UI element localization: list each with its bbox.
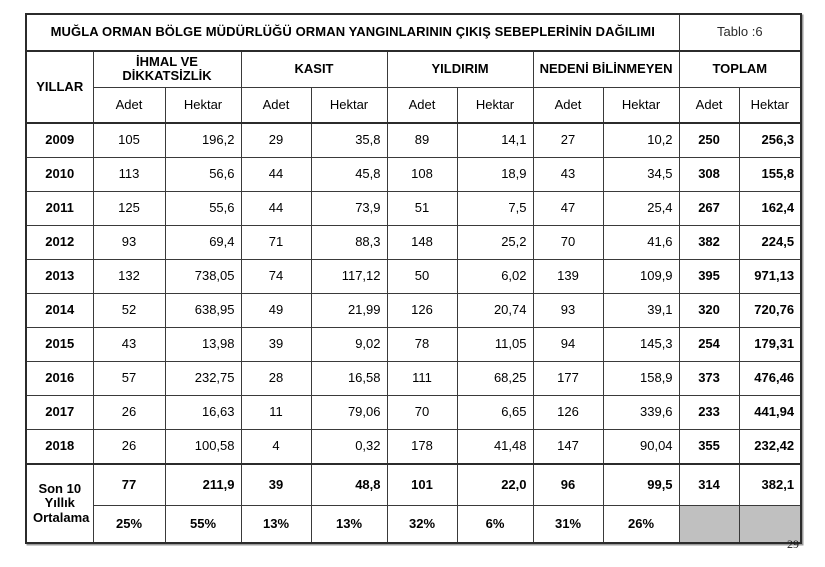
cell-kasit-adet: 11 [241, 396, 311, 430]
group-header-ihmal-ve-dikkatsizlik: İHMAL VE DİKKATSİZLİK [93, 51, 241, 87]
cell-ihmal-adet: 105 [93, 123, 165, 158]
pct-ihmal-adet: 25% [93, 506, 165, 544]
cell-ihmal-adet: 93 [93, 226, 165, 260]
row-year: 2010 [26, 158, 93, 192]
row-year: 2017 [26, 396, 93, 430]
cell-yildirim-adet: 70 [387, 396, 457, 430]
cell-ihmal-adet: 125 [93, 192, 165, 226]
cell-ihmal-hektar: 196,2 [165, 123, 241, 158]
avg-bilinmeyen-adet: 96 [533, 464, 603, 506]
row-year: 2014 [26, 294, 93, 328]
pct-ihmal-hektar: 55% [165, 506, 241, 544]
sub-header-toplam-hektar: Hektar [739, 87, 801, 123]
cell-kasit-adet: 44 [241, 158, 311, 192]
avg-toplam-hektar: 382,1 [739, 464, 801, 506]
cell-yildirim-hektar: 6,65 [457, 396, 533, 430]
cell-bilinmeyen-hektar: 90,04 [603, 430, 679, 465]
cell-bilinmeyen-adet: 139 [533, 260, 603, 294]
sub-header-yildirim-hektar: Hektar [457, 87, 533, 123]
table-row [26, 396, 801, 430]
sub-header-bilinmeyen-hektar: Hektar [603, 87, 679, 123]
cell-bilinmeyen-adet: 43 [533, 158, 603, 192]
cell-toplam-hektar: 256,3 [739, 123, 801, 158]
cell-kasit-adet: 49 [241, 294, 311, 328]
cell-toplam-hektar: 155,8 [739, 158, 801, 192]
cell-toplam-adet: 395 [679, 260, 739, 294]
table-row [26, 260, 801, 294]
cell-bilinmeyen-adet: 94 [533, 328, 603, 362]
cell-bilinmeyen-adet: 147 [533, 430, 603, 465]
table-row [26, 294, 801, 328]
sub-header-ihmal-hektar: Hektar [165, 87, 241, 123]
cell-ihmal-hektar: 232,75 [165, 362, 241, 396]
cell-yildirim-hektar: 6,02 [457, 260, 533, 294]
cell-yildirim-hektar: 11,05 [457, 328, 533, 362]
sub-header-toplam-adet: Adet [679, 87, 739, 123]
cell-yildirim-adet: 111 [387, 362, 457, 396]
cell-toplam-adet: 254 [679, 328, 739, 362]
row-year: 2016 [26, 362, 93, 396]
cell-kasit-adet: 39 [241, 328, 311, 362]
cell-bilinmeyen-adet: 47 [533, 192, 603, 226]
cell-toplam-adet: 373 [679, 362, 739, 396]
row-year: 2012 [26, 226, 93, 260]
cell-ihmal-adet: 26 [93, 396, 165, 430]
sub-header-kasit-adet: Adet [241, 87, 311, 123]
cell-bilinmeyen-hektar: 41,6 [603, 226, 679, 260]
page-number: 29 [787, 537, 799, 551]
cell-yildirim-adet: 89 [387, 123, 457, 158]
cell-bilinmeyen-hektar: 109,9 [603, 260, 679, 294]
avg-ihmal-hektar: 211,9 [165, 464, 241, 506]
cell-kasit-adet: 29 [241, 123, 311, 158]
cell-kasit-hektar: 117,12 [311, 260, 387, 294]
avg-toplam-adet: 314 [679, 464, 739, 506]
cell-toplam-hektar: 476,46 [739, 362, 801, 396]
cell-toplam-adet: 355 [679, 430, 739, 465]
cell-bilinmeyen-adet: 93 [533, 294, 603, 328]
sub-header-kasit-hektar: Hektar [311, 87, 387, 123]
cell-kasit-hektar: 45,8 [311, 158, 387, 192]
cell-bilinmeyen-hektar: 158,9 [603, 362, 679, 396]
cell-toplam-hektar: 232,42 [739, 430, 801, 465]
cell-kasit-adet: 4 [241, 430, 311, 465]
cell-bilinmeyen-adet: 177 [533, 362, 603, 396]
cell-yildirim-adet: 126 [387, 294, 457, 328]
cell-bilinmeyen-hektar: 339,6 [603, 396, 679, 430]
cell-bilinmeyen-hektar: 145,3 [603, 328, 679, 362]
cell-yildirim-adet: 50 [387, 260, 457, 294]
cell-yildirim-adet: 51 [387, 192, 457, 226]
avg-kasit-hektar: 48,8 [311, 464, 387, 506]
cell-bilinmeyen-adet: 70 [533, 226, 603, 260]
cell-kasit-hektar: 0,32 [311, 430, 387, 465]
cell-bilinmeyen-hektar: 25,4 [603, 192, 679, 226]
cell-toplam-hektar: 971,13 [739, 260, 801, 294]
pct-yildirim-hektar: 6% [457, 506, 533, 544]
cell-kasit-adet: 28 [241, 362, 311, 396]
table-row [26, 226, 801, 260]
pct-bilinmeyen-adet: 31% [533, 506, 603, 544]
cell-yildirim-hektar: 41,48 [457, 430, 533, 465]
cell-ihmal-hektar: 100,58 [165, 430, 241, 465]
cell-toplam-hektar: 441,94 [739, 396, 801, 430]
cell-toplam-hektar: 224,5 [739, 226, 801, 260]
avg-yildirim-hektar: 22,0 [457, 464, 533, 506]
cell-kasit-hektar: 9,02 [311, 328, 387, 362]
cell-toplam-adet: 250 [679, 123, 739, 158]
cell-ihmal-adet: 132 [93, 260, 165, 294]
group-header-yildirim: YILDIRIM [387, 51, 533, 87]
cell-ihmal-hektar: 69,4 [165, 226, 241, 260]
cell-ihmal-hektar: 56,6 [165, 158, 241, 192]
row-year: 2015 [26, 328, 93, 362]
table-row [26, 328, 801, 362]
cell-toplam-adet: 267 [679, 192, 739, 226]
cell-ihmal-hektar: 13,98 [165, 328, 241, 362]
group-header-toplam: TOPLAM [679, 51, 801, 87]
cell-ihmal-adet: 57 [93, 362, 165, 396]
cell-toplam-adet: 233 [679, 396, 739, 430]
pct-toplam-adet [679, 506, 739, 544]
cell-ihmal-hektar: 738,05 [165, 260, 241, 294]
cell-kasit-adet: 44 [241, 192, 311, 226]
sub-header-row [26, 87, 801, 123]
cell-yildirim-adet: 148 [387, 226, 457, 260]
pct-yildirim-adet: 32% [387, 506, 457, 544]
table-row [26, 362, 801, 396]
cell-kasit-hektar: 73,9 [311, 192, 387, 226]
page-title: MUĞLA ORMAN BÖLGE MÜDÜRLÜĞÜ ORMAN YANGINLARININ ÇIKIŞ SEBEPLERİNİN DAĞILIMI [26, 14, 679, 51]
table-row [26, 430, 801, 465]
cell-toplam-hektar: 162,4 [739, 192, 801, 226]
cell-yildirim-adet: 78 [387, 328, 457, 362]
cell-yildirim-hektar: 18,9 [457, 158, 533, 192]
group-header-kasit: KASIT [241, 51, 387, 87]
table-title-row [26, 14, 801, 51]
table-row [26, 192, 801, 226]
pct-bilinmeyen-hektar: 26% [603, 506, 679, 544]
cell-yildirim-hektar: 20,74 [457, 294, 533, 328]
cell-kasit-hektar: 79,06 [311, 396, 387, 430]
group-header-row [26, 51, 801, 87]
cell-yildirim-adet: 178 [387, 430, 457, 465]
avg-kasit-adet: 39 [241, 464, 311, 506]
sub-header-ihmal-adet: Adet [93, 87, 165, 123]
cell-kasit-hektar: 21,99 [311, 294, 387, 328]
cell-toplam-hektar: 179,31 [739, 328, 801, 362]
cell-kasit-hektar: 35,8 [311, 123, 387, 158]
cell-toplam-hektar: 720,76 [739, 294, 801, 328]
pct-kasit-hektar: 13% [311, 506, 387, 544]
cell-toplam-adet: 320 [679, 294, 739, 328]
cell-toplam-adet: 382 [679, 226, 739, 260]
cell-kasit-adet: 71 [241, 226, 311, 260]
fire-causes-table-container [25, 13, 800, 544]
table-row [26, 158, 801, 192]
cell-ihmal-adet: 113 [93, 158, 165, 192]
column-header-yillar: YILLAR [26, 51, 93, 123]
average-row-label: Son 10 Yıllık Ortalama [26, 464, 93, 543]
avg-ihmal-adet: 77 [93, 464, 165, 506]
table-number-label: Tablo :6 [679, 14, 801, 51]
cell-yildirim-adet: 108 [387, 158, 457, 192]
cell-yildirim-hektar: 25,2 [457, 226, 533, 260]
cell-ihmal-adet: 52 [93, 294, 165, 328]
cell-kasit-adet: 74 [241, 260, 311, 294]
row-year: 2011 [26, 192, 93, 226]
cell-yildirim-hektar: 7,5 [457, 192, 533, 226]
avg-yildirim-adet: 101 [387, 464, 457, 506]
cell-ihmal-hektar: 16,63 [165, 396, 241, 430]
fire-causes-table [25, 13, 802, 544]
row-year: 2018 [26, 430, 93, 465]
cell-toplam-adet: 308 [679, 158, 739, 192]
cell-yildirim-hektar: 68,25 [457, 362, 533, 396]
percent-row [26, 506, 801, 544]
cell-kasit-hektar: 88,3 [311, 226, 387, 260]
avg-bilinmeyen-hektar: 99,5 [603, 464, 679, 506]
cell-ihmal-adet: 43 [93, 328, 165, 362]
row-year: 2013 [26, 260, 93, 294]
sub-header-yildirim-adet: Adet [387, 87, 457, 123]
cell-bilinmeyen-hektar: 10,2 [603, 123, 679, 158]
cell-bilinmeyen-adet: 27 [533, 123, 603, 158]
table-row [26, 123, 801, 158]
cell-bilinmeyen-hektar: 34,5 [603, 158, 679, 192]
sub-header-bilinmeyen-adet: Adet [533, 87, 603, 123]
cell-ihmal-hektar: 638,95 [165, 294, 241, 328]
group-header-nedeni-bilinmeyen: NEDENİ BİLİNMEYEN [533, 51, 679, 87]
cell-kasit-hektar: 16,58 [311, 362, 387, 396]
pct-kasit-adet: 13% [241, 506, 311, 544]
average-row [26, 464, 801, 506]
cell-ihmal-adet: 26 [93, 430, 165, 465]
cell-bilinmeyen-hektar: 39,1 [603, 294, 679, 328]
row-year: 2009 [26, 123, 93, 158]
cell-ihmal-hektar: 55,6 [165, 192, 241, 226]
cell-yildirim-hektar: 14,1 [457, 123, 533, 158]
cell-bilinmeyen-adet: 126 [533, 396, 603, 430]
